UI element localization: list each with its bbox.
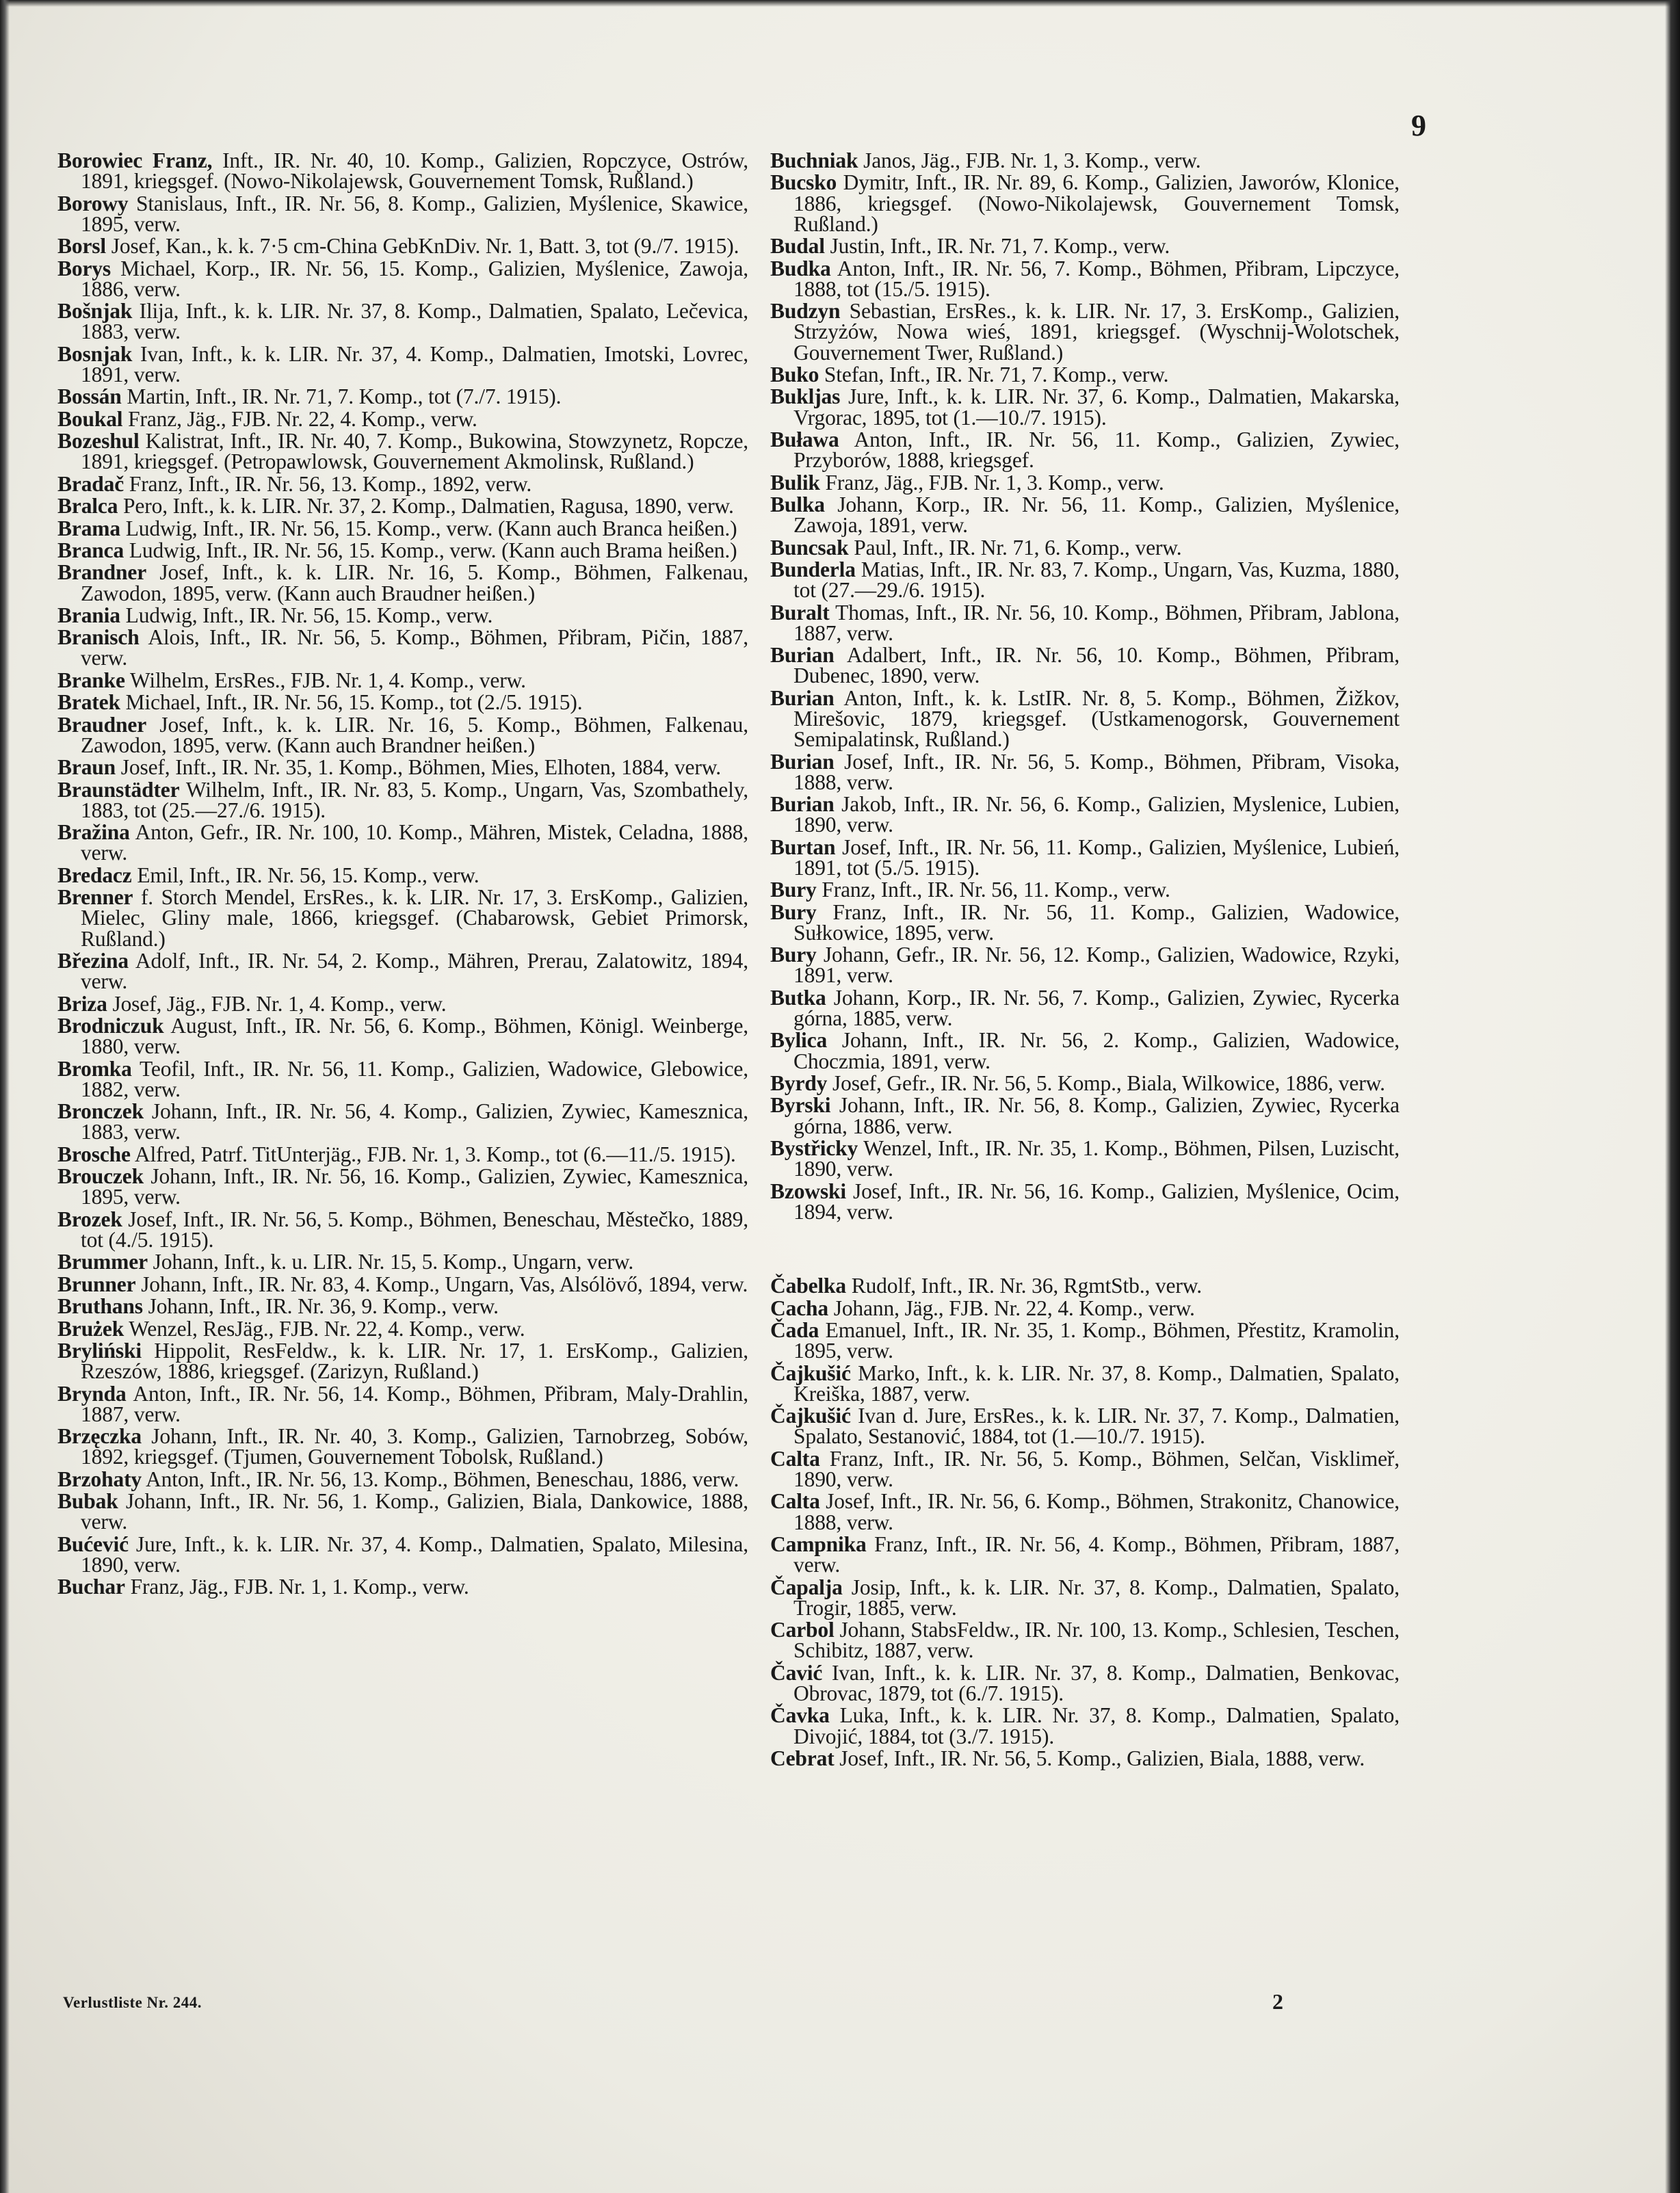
casualty-entry	[770, 1748, 1400, 1769]
entry-details: Josef, Kan., k. k. 7·5 cm-China GebKnDiv. Nr. 1, Batt. 3, tot (9./7. 1915).	[106, 234, 739, 259]
entry-details: Anton, Inft., IR. Nr. 56, 11. Komp., Galizien, Zywiec, Przyborów, 1888, kriegsgef.	[793, 427, 1400, 473]
entry-details: Jure, Inft., k. k. LIR. Nr. 37, 4. Komp., Dalmatien, Spalato, Milesina, 1890, verw.	[81, 1532, 748, 1577]
entry-surname: Bražina	[57, 820, 130, 845]
entry-details: Luka, Inft., k. k. LIR. Nr. 37, 8. Komp., Dalmatien, Spalato, Divojić, 1884, tot (3./7. 1915).	[793, 1703, 1400, 1748]
entry-details: Johann, Gefr., IR. Nr. 56, 12. Komp., Galizien, Wadowice, Rzyki, 1891, verw.	[793, 943, 1400, 988]
entry-details: Johann, Inft., IR. Nr. 83, 4. Komp., Ungarn, Vas, Alsólövő, 1894, verw.	[135, 1272, 748, 1296]
entry-surname: Budal	[770, 234, 825, 259]
casualty-entry	[57, 712, 748, 757]
entry-details: Josef, Inft., IR. Nr. 56, 5. Komp., Böhmen, Beneschau, Městečko, 1889, tot (4./5. 1915).	[81, 1207, 748, 1252]
entry-details: Stanislaus, Inft., IR. Nr. 56, 8. Komp., Galizien, Myślenice, Skawice, 1895, verw.	[81, 191, 748, 236]
entry-surname: Čavka	[770, 1703, 830, 1728]
scan-edge-left	[0, 0, 10, 2193]
entry-details: Franz, Inft., IR. Nr. 56, 4. Komp., Böhmen, Přibram, 1887, verw.	[793, 1532, 1400, 1577]
entry-surname: Bzowski	[770, 1179, 846, 1203]
casualty-entry	[57, 1296, 748, 1317]
casualty-entry	[57, 1491, 748, 1532]
entry-surname: Borowy	[57, 191, 129, 215]
entry-details: Wenzel, ResJäg., FJB. Nr. 22, 4. Komp., verw.	[124, 1316, 525, 1341]
entry-surname: Butka	[770, 985, 826, 1010]
scan-edge-right	[1665, 0, 1680, 2193]
casualty-entry	[770, 236, 1400, 257]
casualty-entry	[770, 749, 1400, 794]
entry-details: Franz, Jäg., FJB. Nr. 1, 1. Komp., verw.	[124, 1575, 469, 1599]
entry-surname: Bulik	[770, 470, 820, 495]
entry-details: Alois, Inft., IR. Nr. 56, 5. Komp., Böhmen, Přibram, Pičin, 1887, verw.	[81, 625, 748, 670]
casualty-entry	[57, 496, 748, 516]
entry-surname: Brodniczuk	[57, 1014, 164, 1038]
entry-details: Johann, Inft., IR. Nr. 56, 8. Komp., Galizien, Zywiec, Rycerka górna, 1886, verw.	[793, 1093, 1400, 1138]
entry-surname: Bubak	[57, 1489, 118, 1514]
casualty-entry	[57, 822, 748, 863]
casualty-entry	[57, 1056, 748, 1101]
casualty-entry	[57, 150, 748, 192]
entry-surname: Burian	[770, 792, 835, 817]
entry-surname: Brania	[57, 603, 120, 627]
casualty-entry	[770, 1095, 1400, 1136]
entry-details: Ludwig, Inft., IR. Nr. 56, 15. Komp., verw. (Kann auch Brama heißen.)	[124, 538, 737, 562]
casualty-entry	[57, 777, 748, 822]
entry-surname: Brzohaty	[57, 1467, 142, 1491]
entry-details: August, Inft., IR. Nr. 56, 6. Komp., Böhmen, Königl. Weinberge, 1880, verw.	[81, 1014, 748, 1059]
entry-details: Thomas, Inft., IR. Nr. 56, 10. Komp., Böhmen, Přibram, Jablona, 1887, verw.	[793, 600, 1400, 645]
entry-details: Anton, Inft., k. k. LstIR. Nr. 8, 5. Komp., Böhmen, Žižkov, Mirešovic, 1879, kriegsgef. (Ustkamenogorsk, Gouvernement Semipalatinsk, Rußland.)	[793, 685, 1400, 752]
entry-surname: Braunstädter	[57, 777, 180, 802]
entry-surname: Bystřicky	[770, 1136, 858, 1161]
entry-surname: Buralt	[770, 600, 830, 625]
casualty-entry	[770, 1446, 1400, 1491]
entry-details: Martin, Inft., IR. Nr. 71, 7. Komp., tot (7./7. 1915).	[121, 384, 562, 409]
casualty-entry	[57, 991, 748, 1016]
casualty-entry	[57, 1426, 748, 1467]
entry-details: Jakob, Inft., IR. Nr. 56, 6. Komp., Galizien, Myslenice, Lubien, 1890, verw.	[793, 792, 1400, 837]
entry-details: Janos, Jäg., FJB. Nr. 1, 3. Komp., verw.	[858, 148, 1201, 172]
casualty-entry	[57, 562, 748, 603]
entry-details: Jure, Inft., k. k. LIR. Nr. 37, 6. Komp., Dalmatien, Makarska, Vrgorac, 1895, tot (1.—10./7. 1915).	[793, 384, 1400, 430]
entry-details: Michael, Inft., IR. Nr. 56, 15. Komp., tot (2./5. 1915).	[120, 690, 583, 715]
entry-surname: Bratek	[57, 690, 120, 715]
entry-surname: Burian	[770, 643, 835, 668]
entry-surname: Byrski	[770, 1093, 831, 1118]
casualty-entry	[770, 1030, 1400, 1071]
entry-surname: Branisch	[57, 625, 140, 650]
entry-surname: Bunderla	[770, 557, 856, 581]
entry-surname: Burtan	[770, 835, 836, 859]
casualty-entry	[57, 887, 748, 949]
entry-details: Justin, Inft., IR. Nr. 71, 7. Komp., verw.	[824, 234, 1170, 259]
entry-details: Franz, Inft., IR. Nr. 56, 5. Komp., Böhmen, Selčan, Visklimeř, 1890, verw.	[793, 1446, 1400, 1491]
entry-surname: Bromka	[57, 1056, 132, 1081]
entry-details: Johann, StabsFeldw., IR. Nr. 100, 13. Komp., Schlesien, Teschen, Schibitz, 1887, verw.	[793, 1618, 1400, 1663]
entry-surname: Branca	[57, 538, 124, 562]
casualty-entry	[770, 386, 1400, 428]
casualty-entry	[770, 945, 1400, 986]
entry-details: Josef, Jäg., FJB. Nr. 1, 4. Komp., verw.	[107, 991, 447, 1016]
casualty-entry	[57, 431, 748, 472]
left-column	[57, 150, 748, 1599]
casualty-entry	[770, 1363, 1400, 1404]
entry-surname: Buko	[770, 362, 819, 386]
entry-details: Franz, Jäg., FJB. Nr. 1, 3. Komp., verw.	[819, 470, 1164, 495]
entry-surname: Brzęczka	[57, 1424, 142, 1449]
entry-details: Josef, Inft., k. k. LIR. Nr. 16, 5. Komp., Böhmen, Falkenau, Zawodon, 1895, verw. (Kann auch Brandner heißen.)	[81, 712, 748, 757]
casualty-entry	[57, 471, 748, 496]
casualty-entry	[57, 605, 748, 626]
entry-surname: Brużek	[57, 1316, 124, 1341]
entry-details: Stefan, Inft., IR. Nr. 71, 7. Komp., verw.	[819, 362, 1169, 386]
casualty-entry	[770, 172, 1400, 235]
entry-surname: Bucsko	[770, 170, 837, 195]
entry-details: Ludwig, Inft., IR. Nr. 56, 15. Komp., verw. (Kann auch Branca heißen.)	[120, 516, 737, 540]
entry-surname: Čada	[770, 1318, 819, 1342]
section-gap	[770, 1224, 1400, 1276]
casualty-entry	[770, 1073, 1400, 1094]
entry-surname: Bredacz	[57, 863, 132, 887]
casualty-entry	[770, 837, 1400, 878]
entry-surname: Bury	[770, 943, 817, 967]
casualty-entry	[57, 1166, 748, 1207]
entry-details: Wilhelm, ErsRes., FJB. Nr. 1, 4. Komp., verw.	[124, 668, 526, 692]
entry-details: Josef, Inft., IR. Nr. 35, 1. Komp., Böhmen, Mies, Elhoten, 1884, verw.	[116, 755, 721, 780]
entry-surname: Cebrat	[770, 1746, 835, 1770]
entry-surname: Calta	[770, 1489, 820, 1514]
entry-surname: Campnika	[770, 1532, 867, 1556]
entry-details: Dymitr, Inft., IR. Nr. 89, 6. Komp., Galizien, Jaworów, Klonice, 1886, kriegsgef. (Nowo-Nikolajewsk, Gouvernement Tomsk, Rußland.)	[793, 170, 1400, 236]
casualty-entry	[770, 492, 1400, 538]
entry-details: Rudolf, Inft., IR. Nr. 36, RgmtStb., verw.	[845, 1274, 1202, 1298]
casualty-entry	[770, 1705, 1400, 1746]
entry-surname: Braun	[57, 755, 116, 780]
entry-details: Emanuel, Inft., IR. Nr. 35, 1. Komp., Böhmen, Přestitz, Kramolin, 1895, verw.	[793, 1318, 1400, 1363]
entry-details: Johann, Korp., IR. Nr. 56, 11. Komp., Galizien, Myślenice, Zawoja, 1891, verw.	[793, 492, 1400, 538]
entry-details: f. Storch Mendel, ErsRes., k. k. LIR. Nr. 17, 3. ErsKomp., Galizien, Mielec, Gliny male, 1866, kriegsgef. (Chabarowsk, Gebiet Primorsk, Rußland.)	[81, 885, 748, 951]
casualty-entry	[57, 757, 748, 778]
casualty-entry	[770, 985, 1400, 1031]
entry-surname: Čavić	[770, 1660, 823, 1685]
entry-surname: Bruthans	[57, 1294, 143, 1319]
casualty-entry	[770, 1660, 1400, 1705]
entry-surname: Bronczek	[57, 1099, 144, 1124]
casualty-entry	[770, 1534, 1400, 1575]
entry-surname: Burian	[770, 685, 835, 710]
entry-details: Anton, Gefr., IR. Nr. 100, 10. Komp., Mähren, Mistek, Celadna, 1888, verw.	[81, 820, 748, 865]
entry-surname: Branke	[57, 668, 125, 692]
right-column-b-entries	[770, 150, 1400, 1222]
entry-details: Adolf, Inft., IR. Nr. 54, 2. Komp., Mähren, Prerau, Zalatowitz, 1894, verw.	[81, 949, 748, 994]
casualty-entry	[57, 951, 748, 992]
entry-details: Matias, Inft., IR. Nr. 83, 7. Komp., Ungarn, Vas, Kuzma, 1880, tot (27.—29./6. 1915).	[793, 557, 1400, 603]
entry-surname: Carbol	[770, 1618, 835, 1642]
entry-surname: Březina	[57, 949, 129, 973]
entry-details: Franz, Inft., IR. Nr. 56, 11. Komp., Galizien, Wadowice, Sułkowice, 1895, verw.	[793, 899, 1400, 945]
casualty-entry	[770, 600, 1400, 645]
casualty-entry	[770, 645, 1400, 686]
entry-details: Ilija, Inft., k. k. LIR. Nr. 37, 8. Komp., Dalmatien, Spalato, Lečevica, 1883, verw.	[81, 299, 748, 344]
entry-surname: Burian	[770, 749, 835, 774]
page-number: 9	[1411, 109, 1426, 142]
entry-details: Johann, Inft., IR. Nr. 40, 3. Komp., Galizien, Tarnobrzeg, Sobów, 1892, kriegsgef. (Tjumen, Gouvernement Tobolsk, Rußland.)	[81, 1424, 748, 1469]
right-column-c-entries	[770, 1276, 1400, 1769]
entry-surname: Braudner	[57, 712, 147, 737]
entry-details: Franz, Inft., IR. Nr. 56, 13. Komp., 1892, verw.	[124, 471, 532, 496]
entry-details: Hippolit, ResFeldw., k. k. LIR. Nr. 17, 1. ErsKomp., Galizien, Rzeszów, 1886, kriegsgef. (Zarizyn, Rußland.)	[81, 1338, 748, 1384]
entry-details: Ivan, Inft., k. k. LIR. Nr. 37, 4. Komp., Dalmatien, Imotski, Lovrec, 1891, verw.	[81, 341, 748, 386]
entry-surname: Bošnjak	[57, 299, 133, 324]
entry-details: Johann, Inft., IR. Nr. 56, 16. Komp., Galizien, Zywiec, Kamesznica, 1895, verw.	[81, 1164, 748, 1209]
entry-surname: Buchar	[57, 1575, 125, 1599]
casualty-entry	[57, 1144, 748, 1165]
entry-surname: Boukal	[57, 406, 123, 431]
casualty-entry	[57, 1316, 748, 1341]
entry-surname: Buława	[770, 427, 839, 451]
casualty-entry	[770, 685, 1400, 752]
casualty-entry	[57, 865, 748, 886]
entry-surname: Budka	[770, 256, 831, 280]
entry-surname: Bury	[770, 878, 817, 902]
casualty-entry	[770, 256, 1400, 301]
entry-details: Wilhelm, Inft., IR. Nr. 83, 5. Komp., Ungarn, Vas, Szombathely, 1883, tot (25.—27./6. 1915).	[81, 777, 748, 822]
entry-details: Wenzel, Inft., IR. Nr. 35, 1. Komp., Böhmen, Pilsen, Luzischt, 1890, verw.	[793, 1136, 1400, 1181]
entry-details: Anton, Inft., IR. Nr. 56, 7. Komp., Böhmen, Přibram, Lipczyce, 1888, tot (15./5. 1915).	[793, 256, 1400, 301]
casualty-entry	[770, 794, 1400, 835]
entry-surname: Brandner	[57, 560, 147, 585]
entry-details: Josef, Inft., IR. Nr. 56, 6. Komp., Böhmen, Strakonitz, Chanowice, 1888, verw.	[793, 1489, 1400, 1534]
casualty-entry	[57, 670, 748, 691]
entry-details: Josef, Inft., IR. Nr. 56, 5. Komp., Galizien, Biala, 1888, verw.	[834, 1746, 1365, 1770]
casualty-entry	[770, 1181, 1400, 1222]
entry-surname: Bradač	[57, 471, 124, 496]
entry-details: Marko, Inft., k. k. LIR. Nr. 37, 8. Komp., Dalmatien, Spalato, Kreiška, 1887, verw.	[793, 1361, 1400, 1406]
entry-details: Josef, Gefr., IR. Nr. 56, 5. Komp., Biala, Wilkowice, 1886, verw.	[827, 1071, 1385, 1096]
casualty-entry	[770, 1276, 1400, 1296]
entry-details: Josef, Inft., IR. Nr. 56, 11. Komp., Galizien, Myślenice, Lubień, 1891, tot (5./5. 1915).	[793, 835, 1400, 880]
casualty-entry	[57, 1577, 748, 1597]
casualty-entry	[770, 1491, 1400, 1532]
entry-surname: Brummer	[57, 1250, 148, 1274]
entry-surname: Budzyn	[770, 299, 841, 324]
entry-surname: Brozek	[57, 1207, 122, 1231]
casualty-entry	[57, 1274, 748, 1295]
casualty-entry	[57, 1101, 748, 1142]
casualty-entry	[57, 1338, 748, 1384]
entry-details: Pero, Inft., k. k. LIR. Nr. 37, 2. Komp., Dalmatien, Ragusa, 1890, verw.	[118, 494, 734, 518]
entry-surname: Čajkušić	[770, 1404, 851, 1428]
entry-surname: Bryliński	[57, 1338, 142, 1363]
casualty-entry	[57, 540, 748, 561]
entry-details: Johann, Inft., IR. Nr. 56, 4. Komp., Galizien, Zywiec, Kamesznica, 1883, verw.	[81, 1099, 748, 1144]
casualty-entry	[770, 427, 1400, 473]
casualty-entry	[57, 1381, 748, 1426]
entry-details: Alfred, Patrf. TitUnterjäg., FJB. Nr. 1, 3. Komp., tot (6.—11./5. 1915).	[130, 1142, 736, 1166]
entry-details: Kalistrat, Inft., IR. Nr. 40, 7. Komp., Bukowina, Stowzynetz, Ropcze, 1891, kriegsgef. (Petropawlowsk, Gouvernement Akmolinsk, Rußland.)	[81, 429, 748, 474]
casualty-entry	[57, 406, 748, 431]
entry-surname: Brouczek	[57, 1164, 144, 1189]
casualty-entry	[57, 1534, 748, 1575]
entry-surname: Čajkušić	[770, 1361, 851, 1385]
entry-details: Sebastian, ErsRes., k. k. LIR. Nr. 17, 3. ErsKomp., Galizien, Strzyżów, Nowa wieś, 1891, kriegsgef. (Wyschnij-Wolotschek, Gouvernement Twer, Rußland.)	[793, 299, 1400, 365]
entry-details: Ludwig, Inft., IR. Nr. 56, 15. Komp., verw.	[120, 603, 493, 627]
casualty-entry	[57, 256, 748, 301]
casualty-entry	[57, 191, 748, 236]
entry-surname: Bury	[770, 899, 817, 924]
entry-details: Josip, Inft., k. k. LIR. Nr. 37, 8. Komp., Dalmatien, Spalato, Trogir, 1885, verw.	[793, 1575, 1400, 1620]
entry-details: Johann, Inft., k. u. LIR. Nr. 15, 5. Komp., Ungarn, verw.	[147, 1250, 634, 1274]
casualty-entry	[770, 899, 1400, 945]
casualty-entry	[770, 362, 1400, 386]
casualty-entry	[57, 236, 748, 257]
casualty-entry	[770, 150, 1400, 171]
entry-surname: Brosche	[57, 1142, 131, 1166]
casualty-entry	[57, 1016, 748, 1057]
scan-edge-top	[0, 0, 1680, 7]
right-column	[770, 150, 1400, 1770]
entry-details: Ivan d. Jure, ErsRes., k. k. LIR. Nr. 37, 7. Komp., Dalmatien, Spalato, Sestanović, 1884, tot (1.—10./7. 1915).	[793, 1404, 1400, 1449]
casualty-entry	[770, 1406, 1400, 1447]
entry-surname: Bozeshul	[57, 429, 140, 454]
entry-surname: Cacha	[770, 1296, 828, 1320]
entry-surname: Buncsak	[770, 535, 849, 560]
entry-surname: Calta	[770, 1446, 820, 1471]
entry-surname: Borsl	[57, 234, 107, 259]
casualty-entry	[770, 1298, 1400, 1319]
casualty-entry	[770, 880, 1400, 900]
entry-details: Johann, Korp., IR. Nr. 56, 7. Komp., Galizien, Zywiec, Rycerka górna, 1885, verw.	[793, 985, 1400, 1031]
entry-details: Paul, Inft., IR. Nr. 71, 6. Komp., verw.	[848, 535, 1182, 560]
entry-surname: Brunner	[57, 1272, 136, 1296]
casualty-entry	[57, 1469, 748, 1490]
entry-details: Teofil, Inft., IR. Nr. 56, 11. Komp., Galizien, Wadowice, Glebowice, 1882, verw.	[81, 1056, 748, 1101]
entry-surname: Bulka	[770, 492, 825, 516]
entry-surname: Brama	[57, 516, 120, 540]
casualty-entry	[770, 535, 1400, 560]
casualty-entry	[770, 1620, 1400, 1661]
entry-surname: Brynda	[57, 1381, 127, 1406]
casualty-entry	[770, 557, 1400, 603]
entry-surname: Borys	[57, 256, 111, 280]
entry-details: Michael, Korp., IR. Nr. 56, 15. Komp., Galizien, Myślenice, Zawoja, 1886, verw.	[81, 256, 748, 301]
entry-surname: Brenner	[57, 885, 133, 910]
footer-list-label: Verlustliste Nr. 244.	[63, 1994, 202, 2011]
entry-details: Johann, Jäg., FJB. Nr. 22, 4. Komp., verw.	[828, 1296, 1195, 1320]
entry-details: Franz, Jäg., FJB. Nr. 22, 4. Komp., verw.	[122, 406, 477, 431]
entry-details: Josef, Inft., IR. Nr. 56, 5. Komp., Böhmen, Přibram, Visoka, 1888, verw.	[793, 749, 1400, 794]
casualty-entry	[770, 1320, 1400, 1361]
entry-details: Josef, Inft., k. k. LIR. Nr. 16, 5. Komp., Böhmen, Falkenau, Zawodon, 1895, verw. (Kann auch Braudner heißen.)	[81, 560, 748, 605]
entry-details: Anton, Inft., IR. Nr. 56, 14. Komp., Böhmen, Přibram, Maly-Drahlin, 1887, verw.	[81, 1381, 748, 1426]
entry-details: Johann, Inft., IR. Nr. 56, 2. Komp., Galizien, Wadowice, Choczmia, 1891, verw.	[793, 1028, 1400, 1073]
entry-details: Johann, Inft., IR. Nr. 36, 9. Komp., verw.	[142, 1294, 499, 1319]
casualty-entry	[57, 386, 748, 407]
entry-surname: Briza	[57, 991, 107, 1016]
casualty-entry	[770, 301, 1400, 363]
casualty-entry	[57, 341, 748, 386]
casualty-entry	[770, 470, 1400, 495]
entry-surname: Borowiec Franz,	[57, 148, 213, 172]
signature-mark: 2	[1272, 1989, 1283, 2014]
entry-details: Ivan, Inft., k. k. LIR. Nr. 37, 8. Komp., Dalmatien, Benkovac, Obrovac, 1879, tot (6./7. 1915).	[793, 1660, 1400, 1705]
entry-surname: Bylica	[770, 1028, 828, 1053]
casualty-entry	[57, 627, 748, 668]
entry-details: Adalbert, Inft., IR. Nr. 56, 10. Komp., Böhmen, Přibram, Dubenec, 1890, verw.	[793, 643, 1400, 688]
entry-surname: Bukljas	[770, 384, 841, 409]
casualty-entry	[770, 1577, 1400, 1618]
casualty-entry	[57, 518, 748, 539]
entry-surname: Buchniak	[770, 148, 858, 172]
casualty-entry	[57, 301, 748, 342]
entry-details: Johann, Inft., IR. Nr. 56, 1. Komp., Galizien, Biala, Dankowice, 1888, verw.	[81, 1489, 748, 1534]
entry-details: Emil, Inft., IR. Nr. 56, 15. Komp., verw.	[131, 863, 480, 887]
entry-surname: Čabelka	[770, 1274, 846, 1298]
entry-surname: Bosnjak	[57, 341, 133, 366]
entry-details: Inft., IR. Nr. 40, 10. Komp., Galizien, Ropczyce, Ostrów, 1891, kriegsgef. (Nowo-Nikolajewsk, Gouvernement Tomsk, Rußland.)	[81, 148, 748, 194]
casualty-entry	[57, 1252, 748, 1272]
casualty-entry	[770, 1138, 1400, 1179]
casualty-entry	[57, 692, 748, 713]
entry-surname: Byrdy	[770, 1071, 828, 1096]
entry-surname: Čapalja	[770, 1575, 843, 1599]
entry-details: Anton, Inft., IR. Nr. 56, 13. Komp., Böhmen, Beneschau, 1886, verw.	[142, 1467, 739, 1491]
entry-details: Josef, Inft., IR. Nr. 56, 16. Komp., Galizien, Myślenice, Ocim, 1894, verw.	[793, 1179, 1400, 1224]
casualty-entry	[57, 1209, 748, 1250]
entry-surname: Bućević	[57, 1532, 129, 1556]
entry-surname: Bralca	[57, 494, 118, 518]
entry-details: Franz, Inft., IR. Nr. 56, 11. Komp., verw.	[816, 878, 1170, 902]
entry-surname: Bossán	[57, 384, 122, 409]
